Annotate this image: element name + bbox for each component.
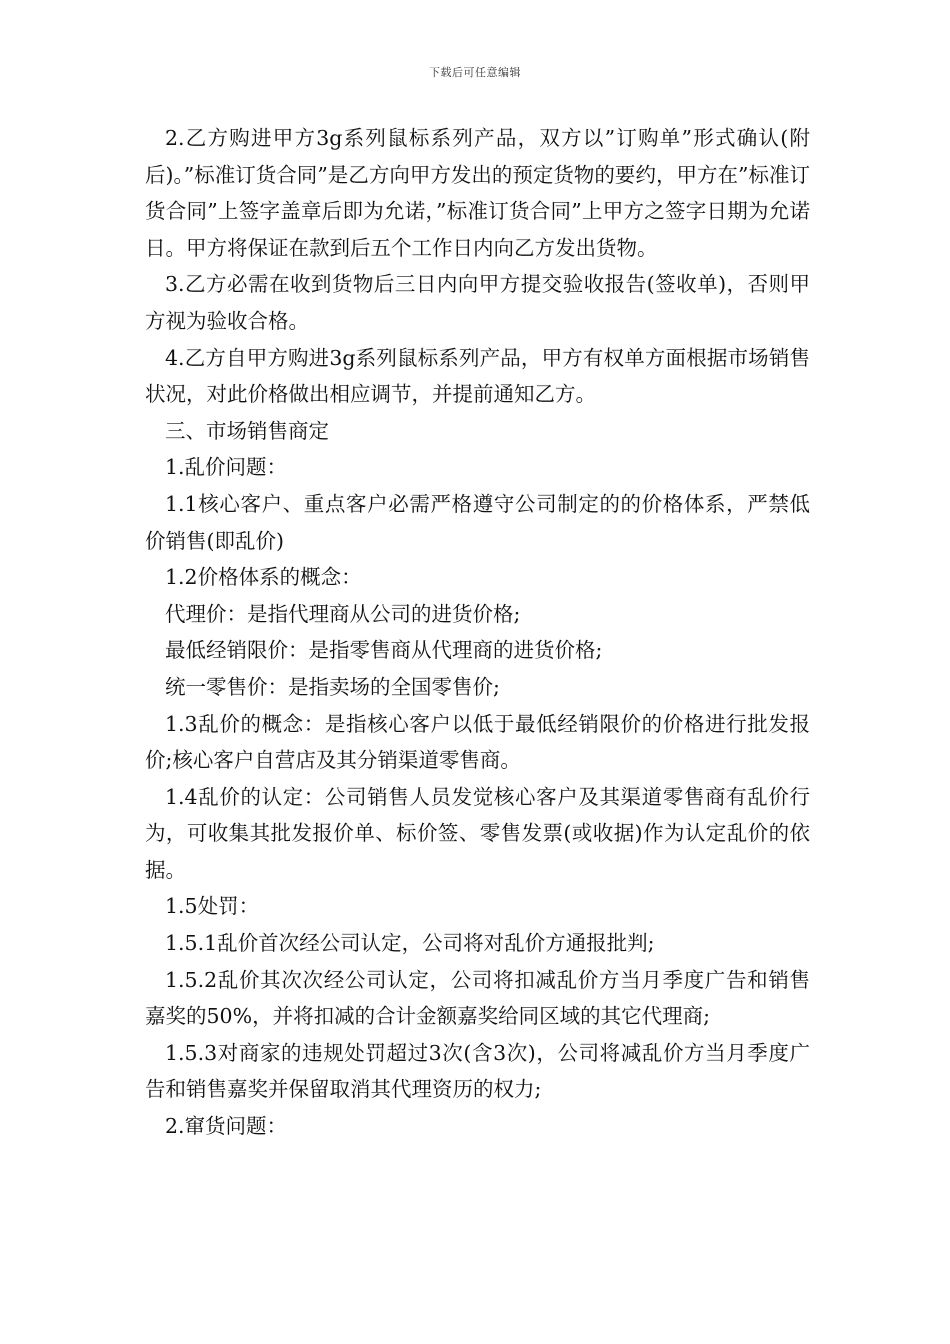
page-header: 下载后可任意编辑: [429, 66, 521, 79]
paragraph: 1.3乱价的概念：是指核心客户以低于最低经销限价的价格进行批发报价;核心客户自营店及其分销渠道零售商。: [145, 711, 810, 773]
subsection-heading: 2.窜货问题：: [165, 1114, 288, 1139]
paragraph: 2.乙方购进甲方3g系列鼠标系列产品，双方以”订购单”形式确认(附后)。”标准订货合同”是乙方向甲方发出的预定货物的要约，甲方在”标准订货合同”上签字盖章后即为允诺，”标准订货合同”上甲方之签字日期为允诺日。甲方将保证在款到后五个工作日内向乙方发出货物。: [145, 126, 810, 260]
subsection-heading: 1.乱价问题：: [165, 455, 288, 480]
penalty-item: 1.5.1乱价首次经公司认定，公司将对乱价方通报批判;: [165, 931, 655, 956]
penalty-item: 1.5.2乱价其次次经公司认定，公司将扣减乱价方当月季度广告和销售嘉奖的50%，并将扣减的合计金额嘉奖给同区域的其它代理商;: [145, 967, 810, 1029]
paragraph: 1.1核心客户、重点客户必需严格遵守公司制定的的价格体系，严禁低价销售(即乱价): [145, 491, 810, 553]
definition-item: 代理价：是指代理商从公司的进货价格;: [165, 601, 521, 626]
paragraph: 3.乙方必需在收到货物后三日内向甲方提交验收报告(签收单)，否则甲方视为验收合格。: [145, 272, 810, 333]
document-body: [145, 120, 810, 1145]
definition-item: 统一零售价：是指卖场的全国零售价;: [165, 674, 500, 699]
section-heading: 三、市场销售商定: [165, 418, 329, 443]
definition-item: 最低经销限价：是指零售商从代理商的进货价格;: [165, 638, 603, 663]
subsection-heading: 1.2价格体系的概念：: [165, 565, 362, 590]
penalty-item: 1.5.3对商家的违规处罚超过3次(含3次)，公司将减乱价方当月季度广告和销售嘉奖并保留取消其代理资历的权力;: [145, 1040, 810, 1102]
paragraph: 1.4乱价的认定：公司销售人员发觉核心客户及其渠道零售商有乱价行为，可收集其批发报价单、标价签、零售发票(或收据)作为认定乱价的依据。: [145, 784, 810, 882]
subsection-heading: 1.5处罚：: [165, 894, 260, 919]
paragraph: 4.乙方自甲方购进3g系列鼠标系列产品，甲方有权单方面根据市场销售状况，对此价格做出相应调节，并提前通知乙方。: [145, 345, 810, 407]
